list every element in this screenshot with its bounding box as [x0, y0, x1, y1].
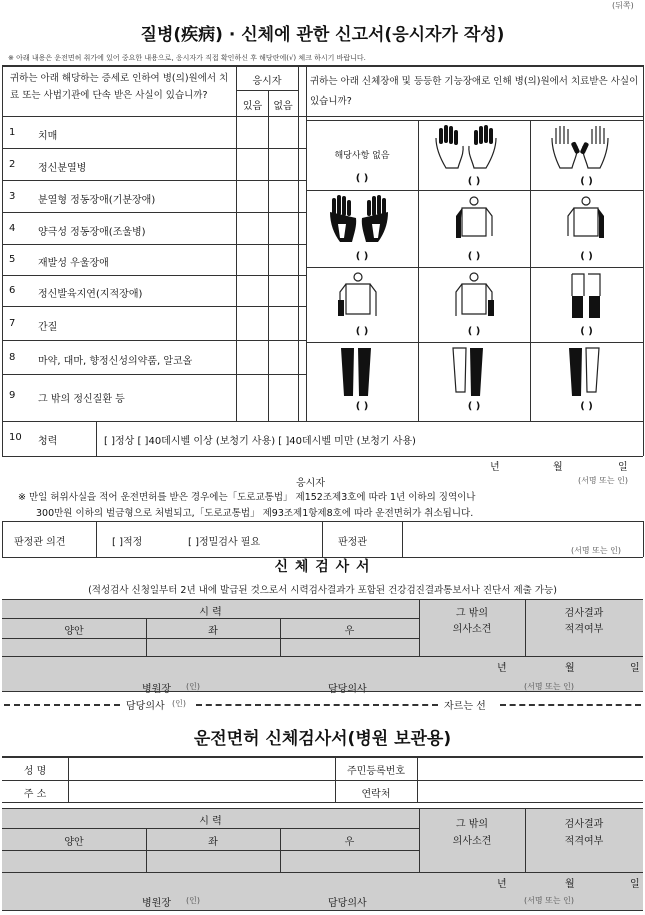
date-day: 일	[618, 462, 628, 473]
body-right-forearm-icon	[450, 272, 498, 322]
check-paren[interactable]: ( )	[467, 251, 481, 262]
hospital-right-eye: 우	[344, 837, 355, 848]
exam-left-eye: 좌	[208, 626, 218, 637]
hospital-left-eye: 좌	[208, 837, 218, 848]
yes-check-cells[interactable]	[237, 117, 268, 421]
hospital-doctor: 담당의사	[328, 898, 367, 909]
judge-opinion-label: 판정관 의견	[14, 537, 66, 548]
hospital-both-eyes-input[interactable]	[3, 851, 146, 872]
check-paren[interactable]: ( )	[355, 326, 369, 337]
exam-right-eye: 우	[344, 626, 355, 637]
judge-detail-option[interactable]: [ ]정밀검사 필요	[188, 537, 261, 548]
hearing-label: 청력	[38, 436, 58, 447]
lower-legs-icon	[566, 272, 606, 322]
exam-both-eyes-input[interactable]	[3, 639, 146, 656]
check-paren[interactable]: ( )	[355, 251, 369, 262]
hospital-other-opinion-2: 의사소견	[452, 836, 492, 847]
exam-subtitle: (적성검사 신청일부터 2년 내에 발급된 것으로서 시력검사결과가 포함된 건강검진결과통보서나 진단서 제출 가능)	[88, 585, 557, 596]
date-month: 월	[553, 462, 563, 473]
item-number: 3	[9, 191, 16, 202]
no-column-header: 없음	[273, 101, 293, 112]
hospital-left-eye-input[interactable]	[147, 851, 280, 872]
check-paren[interactable]: ( )	[580, 401, 593, 412]
check-paren[interactable]: ( )	[580, 176, 593, 187]
exam-director-seal: (인)	[186, 682, 200, 691]
item-number: 4	[9, 223, 16, 234]
item-label: 간질	[38, 322, 58, 333]
exam-director: 병원장	[142, 684, 171, 695]
hearing-options[interactable]: [ ]정상 [ ]40데시벨 이상 (보청기 사용) [ ]40데시벨 미만 (보청기 사용)	[104, 436, 416, 447]
hospital-doctor-sign: (서명 또는 인)	[524, 896, 574, 905]
contact-field[interactable]	[418, 781, 643, 802]
body-left-forearm-icon	[334, 272, 382, 322]
exam-right-eye-input[interactable]	[281, 639, 419, 656]
item-label: 정신발육지연(지적장애)	[38, 289, 143, 300]
check-paren[interactable]: ( )	[580, 326, 593, 337]
check-paren[interactable]: ( )	[467, 326, 481, 337]
check-paren[interactable]: ( )	[580, 251, 593, 262]
judge-fit-option[interactable]: [ ]적정	[112, 537, 143, 548]
exam-result-2: 적격여부	[564, 624, 604, 635]
hospital-vision-header: 시 력	[199, 816, 222, 827]
name-field[interactable]	[69, 757, 335, 780]
legs-left-foot-icon	[448, 346, 488, 398]
exam-title: 신 체 검 사 서	[274, 559, 371, 575]
item-number: 2	[9, 159, 16, 170]
hospital-title: 운전면허 신체검사서(병원 보관용)	[193, 729, 452, 749]
exam-left-eye-input[interactable]	[147, 639, 280, 656]
exam-day: 일	[630, 663, 640, 674]
item-label: 재발성 우울장애	[38, 258, 109, 269]
hospital-director-seal: (인)	[186, 896, 200, 905]
item-label: 마약, 대마, 향정신성의약품, 알코올	[38, 356, 193, 367]
applicant-column-header: 응시자	[252, 76, 282, 87]
rrn-label: 주민등록번호	[347, 766, 405, 777]
item-label: 분열형 정동장애(기분장애)	[38, 195, 156, 206]
cutline-seal: (인)	[172, 699, 186, 708]
body-left-arm-icon	[450, 196, 498, 246]
warning-line-2: 300만원 이하의 벌금형으로 처벌되고,「도로교통법」 제93조제1항제8호에 따라 운전면허가 취소됩니다.	[36, 508, 474, 519]
name-label: 성 명	[23, 766, 47, 777]
hospital-right-eye-input[interactable]	[281, 851, 419, 872]
hearing-number: 10	[9, 432, 22, 443]
item-number: 7	[9, 318, 16, 329]
hands-full-icon	[324, 194, 394, 244]
exam-other-opinion-2: 의사소견	[452, 624, 492, 635]
exam-vision-header: 시 력	[199, 607, 222, 618]
check-paren[interactable]: ( )	[355, 401, 369, 412]
judge-sign: (서명 또는 인)	[571, 546, 621, 555]
hospital-result-2: 적격여부	[564, 836, 604, 847]
rrn-field[interactable]	[418, 757, 643, 780]
hospital-day: 일	[630, 879, 640, 890]
item-label: 치매	[38, 131, 58, 142]
exam-other-opinion-1: 그 밖의	[455, 608, 489, 619]
legs-right-foot-icon	[564, 346, 604, 398]
exam-both-eyes: 양안	[64, 626, 84, 637]
legs-full-icon	[336, 346, 376, 398]
applicant-sign: (서명 또는 인)	[578, 476, 628, 485]
applicant-label: 응시자	[296, 478, 325, 489]
right-question: 귀하는 아래 신체장애 및 등등한 기능장애로 인해 병(의)원에서 치료받은 사실이 있습니까?	[310, 76, 639, 107]
cutline-doctor: 담당의사	[126, 701, 165, 712]
page-side-label: (뒤쪽)	[612, 1, 634, 10]
hospital-result-1: 검사결과	[564, 819, 604, 830]
date-year: 년	[490, 462, 500, 473]
item-label: 정신분열병	[38, 163, 87, 174]
judge-label: 판정관	[338, 537, 367, 548]
item-number: 5	[9, 254, 16, 265]
no-check-cells[interactable]	[269, 117, 298, 421]
hospital-both-eyes: 양안	[64, 837, 84, 848]
exam-doctor-sign: (서명 또는 인)	[524, 682, 574, 691]
yes-column-header: 있음	[242, 101, 263, 112]
item-number: 1	[9, 127, 16, 138]
declaration-notice: ※ 아래 내용은 운전면허 취가에 있어 중요한 내용으로, 응시자가 직접 확인하신 후 해당란에(√) 체크 하시기 바랍니다.	[8, 54, 366, 62]
left-question: 귀하는 아래 해당하는 증세로 인하여 병(의)원에서 치료 또는 사법기관에 단속 받은 사실이 있습니까?	[10, 73, 229, 101]
hands-fingers-icon	[432, 124, 500, 172]
item-number: 6	[9, 285, 16, 296]
item-number: 9	[9, 390, 16, 401]
item-label: 그 밖의 정신질환 등	[38, 394, 125, 405]
body-right-arm-icon	[562, 196, 610, 246]
exam-month: 월	[565, 663, 575, 674]
warning-line-1: ※ 만일 허위사실을 적어 운전면허를 받은 경우에는「도로교통법」 제152조제3호에 따라 1년 이하의 징역이나	[18, 492, 476, 503]
hospital-year: 년	[497, 879, 507, 890]
check-paren[interactable]: ( )	[467, 401, 481, 412]
exam-result-1: 검사결과	[564, 608, 604, 619]
hospital-other-opinion-1: 그 밖의	[455, 819, 489, 830]
address-field[interactable]	[69, 781, 335, 802]
check-paren[interactable]: ( )	[355, 173, 369, 184]
check-paren[interactable]: ( )	[467, 176, 481, 187]
item-number: 8	[9, 352, 16, 363]
hands-thumb-icon	[546, 124, 614, 172]
exam-year: 년	[497, 663, 507, 674]
none-applicable-label: 해당사항 없음	[334, 151, 390, 161]
exam-doctor: 담당의사	[328, 684, 367, 695]
declaration-title: 질병(疾病) · 신체에 관한 신고서(응시자가 작성)	[140, 25, 505, 45]
item-label: 양극성 정동장애(조울병)	[38, 227, 146, 238]
address-label: 주 소	[23, 789, 47, 800]
table-top-border	[2, 65, 643, 67]
cut-line-label: 자르는 선	[444, 701, 486, 712]
hospital-director: 병원장	[142, 898, 171, 909]
table-split-line	[306, 65, 307, 421]
contact-label: 연락처	[361, 789, 391, 800]
hospital-month: 월	[565, 879, 575, 890]
